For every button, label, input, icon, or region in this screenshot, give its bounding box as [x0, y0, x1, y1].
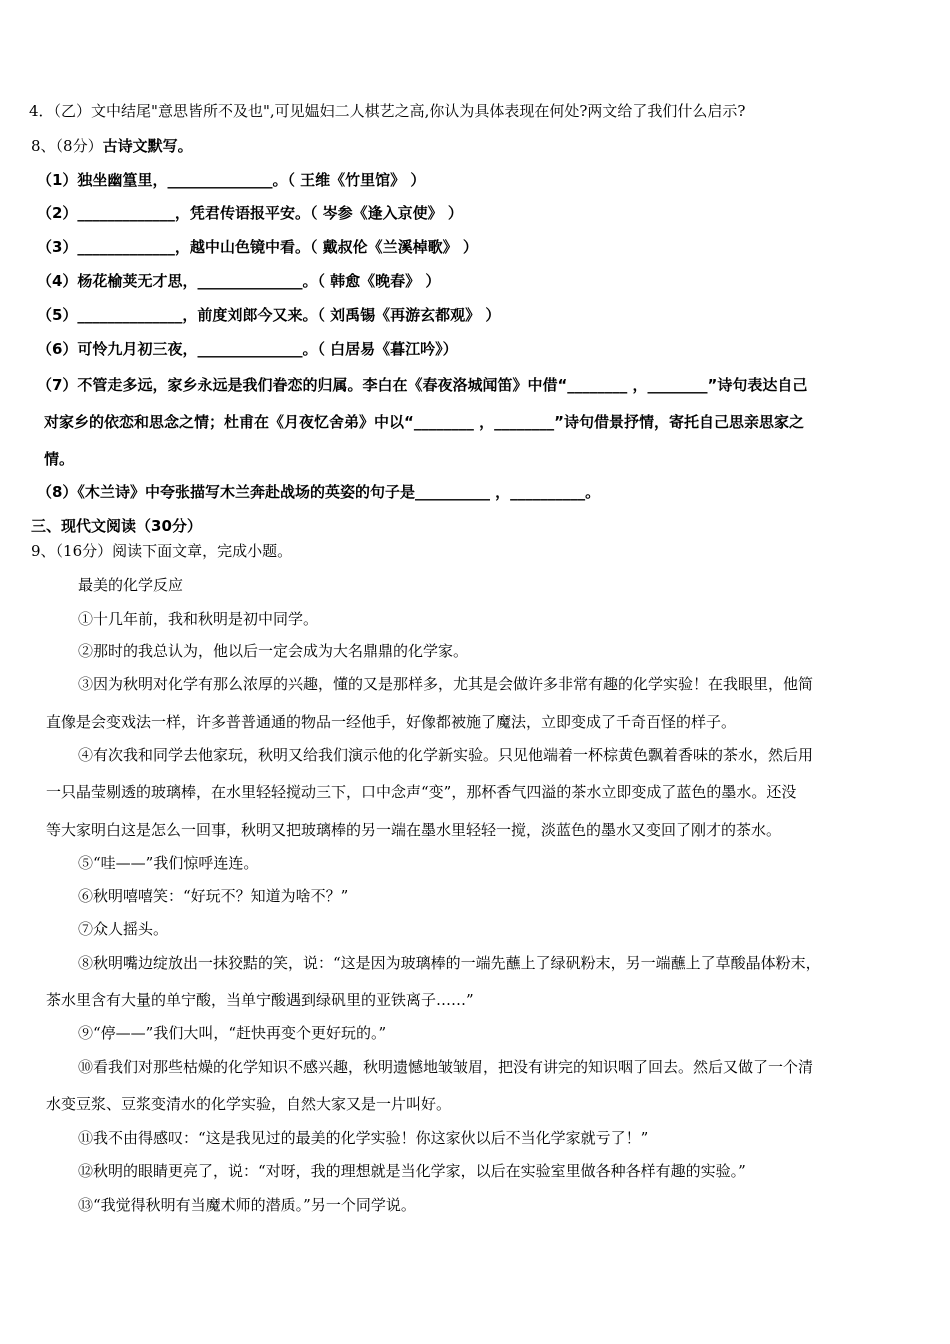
q8-item-3: （3）_____________，越中山色镜中看。（ 戴叔伦《兰溪棹歌》 ）: [37, 238, 478, 256]
article-paragraph: 茶水里含有大量的单宁酸，当单宁酸遇到绿矾里的亚铁离子……”: [46, 991, 474, 1009]
article-paragraph: 等大家明白这是怎么一回事，秋明又把玻璃棒的另一端在墨水里轻轻一搅，淡蓝色的墨水又变回了刚才的茶水。: [46, 821, 782, 839]
q8-title: 古诗文默写。: [102, 137, 193, 155]
article-paragraph: ⑩看我们对那些枯燥的化学知识不感兴趣，秋明遗憾地皱皱眉，把没有讲完的知识咽了回去。然后又做了一个清: [78, 1058, 814, 1076]
article-paragraph: ⑨“停——”我们大叫，“赶快再变个更好玩的。”: [78, 1024, 387, 1042]
article-paragraph: ⑪我不由得感叹：“这是我见过的最美的化学实验！你这家伙以后不当化学家就亏了！”: [78, 1129, 649, 1147]
q4-question: 4．（乙）文中结尾"意思皆所不及也",可见媪妇二人棋艺之高,你认为具体表现在何处?两文给了我们什么启示?: [29, 102, 746, 120]
q9-instruction: 9、（16分）阅读下面文章，完成小题。: [31, 542, 293, 560]
article-paragraph: ④有次我和同学去他家玩，秋明又给我们演示他的化学新实验。只见他端着一杯棕黄色飘着香味的茶水，然后用: [78, 746, 814, 764]
article-paragraph: ⑥秋明嘻嘻笑：“好玩不？知道为啥不？”: [78, 887, 349, 905]
section-3-heading: 三、现代文阅读（30分）: [31, 517, 202, 535]
q8-item-4: （4）杨花榆荚无才思，______________。（ 韩愈《晚春》 ）: [37, 272, 441, 290]
article-paragraph: ⑧秋明嘴边绽放出一抹狡黠的笑，说：“这是因为玻璃棒的一端先蘸上了绿矾粉末，另一端蘸上了草酸晶体粉末，: [78, 954, 821, 972]
q8-item-7-line-3: 情。: [44, 450, 75, 468]
q8-item-7-line-2: 对家乡的依恋和思念之情；杜甫在《月夜忆舍弟》中以“________ ，________”诗句借景抒情，寄托自己思亲思家之: [44, 413, 804, 431]
q8-item-1: （1）独坐幽篁里，______________。（ 王维《竹里馆》 ）: [37, 171, 426, 189]
article-paragraph: ①十几年前，我和秋明是初中同学。: [78, 610, 319, 628]
article-paragraph: ⑫秋明的眼睛更亮了，说：“对呀，我的理想就是当化学家，以后在实验室里做各种各样有趣的实验。”: [78, 1162, 746, 1180]
q8-item-6: （6）可怜九月初三夜，______________。（ 白居易《暮江吟》）: [37, 340, 458, 358]
article-paragraph: ⑦众人摇头。: [78, 920, 169, 938]
article-paragraph: 水变豆浆、豆浆变清水的化学实验，自然大家又是一片叫好。: [46, 1095, 452, 1113]
article-paragraph: 直像是会变戏法一样，许多普普通通的物品一经他手，好像都被施了魔法，立即变成了千奇百怪的样子。: [46, 713, 737, 731]
q8-item-7-line-1: （7）不管走多远，家乡永远是我们眷恋的归属。李白在《春夜洛城闻笛》中借“________ ，________”诗句表达自己: [37, 376, 808, 394]
article-title: 最美的化学反应: [78, 576, 184, 594]
q8-item-5: （5）______________，前度刘郎今又来。（ 刘禹锡《再游玄都观》 ）: [37, 306, 501, 324]
q8-prefix: 8、（8分）: [31, 137, 103, 155]
article-paragraph: 一只晶莹剔透的玻璃棒，在水里轻轻搅动三下，口中念声“变”，那杯香气四溢的茶水立即变成了蓝色的墨水。还没: [46, 783, 797, 801]
article-paragraph: ⑬“我觉得秋明有当魔术师的潜质。”另一个同学说。: [78, 1196, 416, 1214]
article-paragraph: ②那时的我总认为，他以后一定会成为大名鼎鼎的化学家。: [78, 642, 469, 660]
q8-item-8: （8）《木兰诗》中夸张描写木兰奔赴战场的英姿的句子是__________ ，__________。: [37, 483, 601, 501]
article-paragraph: ③因为秋明对化学有那么浓厚的兴趣，懂的又是那样多，尤其是会做许多非常有趣的化学实验！在我眼里，他简: [78, 675, 814, 693]
article-paragraph: ⑤“哇——”我们惊呼连连。: [78, 854, 259, 872]
q8-header: [31, 136, 193, 156]
q8-item-2: （2）_____________，凭君传语报平安。（ 岑参《逢入京使》 ）: [37, 204, 463, 222]
